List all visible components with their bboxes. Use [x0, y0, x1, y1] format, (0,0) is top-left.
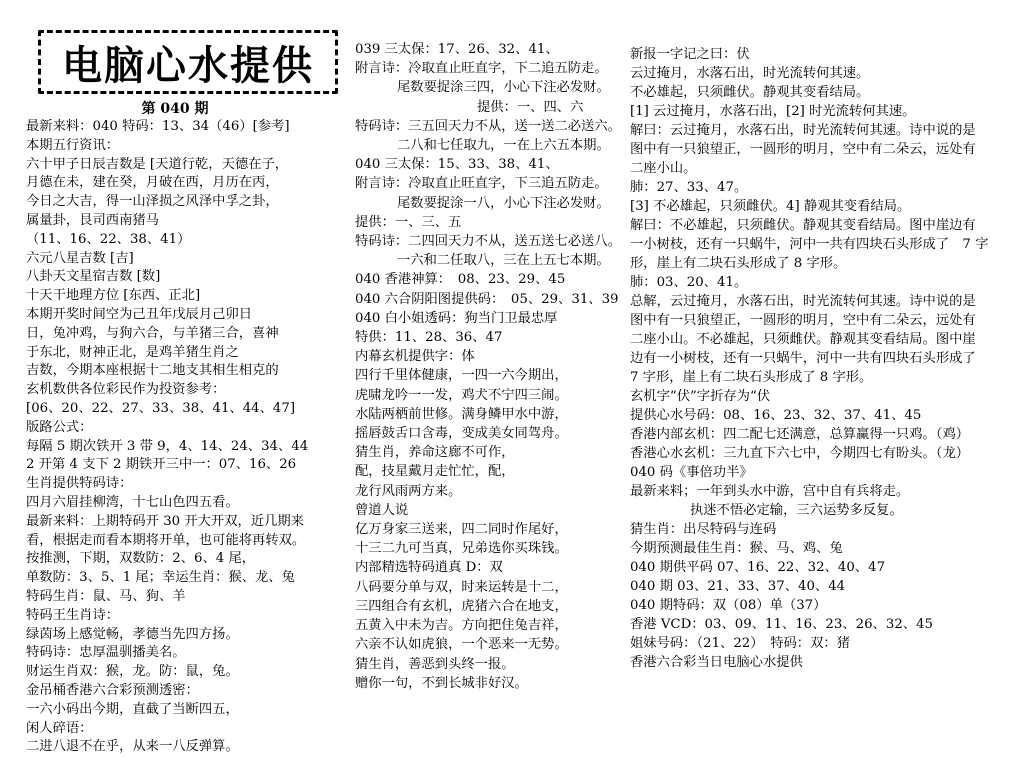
- column-right: [630, 45, 1010, 672]
- col3-line: 解曰：不必雄起，只须雌伏。静观其变看结局。图中崖边有: [630, 218, 976, 233]
- col3-line: 边有一小树枝，还有一只蜗牛，河中一共有四块石头形成了: [630, 351, 976, 366]
- col1-line: 特码王生肖诗：: [26, 607, 120, 623]
- col2-line: 特码诗：三五回天力不从，送一送二必送六。: [355, 118, 621, 134]
- col2-line: 五黄入中未为吉。方向把住兔吉祥，: [355, 618, 568, 634]
- col3-line: 040 期 03、21、33、37、40、44: [630, 579, 846, 594]
- col2-line: 039 三太保：17、26、32、41、: [355, 42, 559, 57]
- col1-line: 日，兔冲鸡，与狗六合，与羊猪三合，喜神: [26, 325, 279, 341]
- col2-line: 十三二九可当真，兄弟选你买珠钱。: [355, 541, 568, 557]
- col2-line: 八码要分单与双，时来运转是十二，: [355, 579, 568, 595]
- col2-line: 附言诗：冷取直止旺直字，下二追五防走。: [355, 61, 608, 77]
- col3-line: 040 期供平码 07、16、22、32、40、47: [630, 560, 886, 575]
- col1-line: 2 开第 4 支下 2 期铁开三中一：07、16、26: [26, 457, 297, 473]
- col2-line: 水陆两栖前世修。满身鳞甲水中游，: [355, 406, 568, 422]
- col1-line: 一六小码出今期，直截了当断四五，: [26, 701, 239, 717]
- col2-line: 一六和二任取八，三在上五七本期。: [397, 253, 610, 269]
- col3-line: 今期预测最佳生肖：猴、马、鸡、兔: [630, 541, 843, 556]
- col1-line: 十天干地理方位 [东西、正北]: [26, 288, 201, 304]
- col3-line: [3] 不必雄起，只须雌伏。4] 静观其变看结局。: [630, 199, 911, 214]
- col1-line: 按推测，下期，双数防：2、6、4 尾，: [26, 551, 256, 567]
- col3-line: 040 码《事倍功半》: [630, 465, 753, 480]
- col2-line: 曾道人说: [355, 502, 409, 518]
- col2-line: 040 香港神算： 08、23、29、45: [355, 272, 566, 288]
- col2-line: 龙行风雨两方来。: [355, 483, 462, 499]
- col3-line: 新报一字记之曰：伏: [630, 47, 750, 62]
- col1-line: [06、20、22、27、33、38、41、44、47]: [26, 400, 296, 416]
- col1-line: 绿茵场上感觉畅，孝德当先四方扬。: [26, 626, 239, 642]
- column-middle: [355, 40, 625, 693]
- col3-line: 二座小山。不必雄起，只须雌伏。静观其变看结局。图中崖: [630, 332, 976, 347]
- col1-line: 最新来料：040 特码：13、34（46）[参考]: [26, 119, 290, 134]
- col1-line: 四月六眉挂柳湾，十七山色四五看。: [26, 494, 239, 510]
- col3-line: 玄机字“伏”字折存为“伏: [630, 389, 771, 404]
- col1-line: 六元八星吉数 [吉]: [26, 250, 134, 266]
- col2-line: 尾数要捉涂三四，小心下注必发财。: [397, 80, 610, 96]
- col2-line: 内幕玄机提供字：体: [355, 349, 475, 365]
- col2-line: 特供：11、28、36、47: [355, 330, 503, 346]
- col1-line: 特码生肖：鼠、马、狗、羊: [26, 588, 186, 604]
- col1-line: 闲人碎语：: [26, 720, 93, 736]
- col2-line: 三四组合有玄机，虎猪六合在地支，: [355, 598, 568, 614]
- col1-line: 吉数，今期本座根据十二地支其相生相克的: [26, 363, 279, 379]
- col3-line: 不必雄起，只须雌伏。静观其变看结局。: [630, 85, 870, 100]
- col1-line: 属量卦，艮司西南猪马: [26, 212, 159, 228]
- col2-line: 配，技星戴月走忙忙，配，: [355, 464, 515, 480]
- col1-line: （11、16、22、38、41）: [26, 231, 191, 247]
- col1-line: 每隔 5 期次铁开 3 带 9，4、14、24、34、44: [26, 438, 309, 454]
- col2-line: 亿万身家三送来，四二同时作尾好，: [355, 522, 568, 538]
- col2-line: 四行千里体健康，一四一六今期出，: [355, 368, 568, 384]
- col3-line: 解曰：云过掩月，水落石出，时光流转何其速。诗中说的是: [630, 123, 976, 138]
- col2-line: 摇唇鼓舌口含毒，变成美女同驾舟。: [355, 426, 568, 442]
- column-left: [26, 118, 344, 757]
- col2-line: 040 六合阴阳图提供码： 05、29、31、39: [355, 291, 619, 307]
- col1-line: 最新来料：上期特码开 30 开大开双，近几期来: [26, 513, 305, 529]
- col2-line: 040 白小姐透码：狗当门卫最忠厚: [355, 310, 558, 326]
- col1-line: 看，根据走而看本期将开单，也可能将再转双。: [26, 532, 306, 548]
- col1-line: 生肖提供特码诗：: [26, 476, 133, 492]
- col2-line: 提供：一、三、五: [355, 214, 462, 230]
- col2-line: 内部精选特码逍真 D：双: [355, 560, 503, 576]
- col1-line: 本期五行资讯：: [26, 137, 120, 153]
- col3-line: 云过掩月，水落石出，时光流转何其速。: [630, 66, 870, 81]
- col1-line: 六十甲子日辰吉数是 [天道行乾，天德在子，: [26, 156, 289, 172]
- page-title: 电脑心水提供: [62, 42, 314, 89]
- col1-line: 特码诗：忠厚温驯播美名。: [26, 645, 186, 661]
- col2-line: 六亲不认如虎狼，一个恶来一无势。: [355, 637, 568, 653]
- col2-line: 040 三太保：15、33、38、41、: [355, 157, 559, 173]
- col3-line: 图中有一只狼望正，一圆形的明月，空中有二朵云，远处有: [630, 142, 976, 157]
- col3-line: 肺：03、20、41。: [630, 275, 748, 290]
- col1-line: 于东北，财神正北，是鸡羊猪生肖之: [26, 344, 239, 360]
- col2-line: 提供：一、四、六: [477, 99, 584, 115]
- col2-line: 特码诗：二四回天力不从，送五送七必送八。: [355, 234, 621, 250]
- col1-line: 本期开奖时间空为己丑年戊辰月己卯日: [26, 306, 253, 322]
- col3-line: 7 字形，崖上有二块石头形成了 8 字形。: [630, 370, 873, 385]
- col1-line: 金吊桶香港六合彩预测透密：: [26, 682, 199, 698]
- col2-line: 附言诗：冷取直止旺直字，下三追五防走。: [355, 176, 608, 192]
- col2-line: 二八和七任取九，一在上六五本期。: [397, 138, 610, 154]
- col3-line: 香港 VCD：03、09、11、16、23、26、32、45: [630, 617, 933, 632]
- col2-line: 虎啸龙吟一一发，鸡犬不宁四三闹。: [355, 387, 568, 403]
- col2-line: 尾数要捉涂一八，小心下注必发财。: [397, 195, 610, 211]
- col3-line: 040 期特码：双（08）单（37）: [630, 598, 827, 613]
- col3-line: 执迷不悟必定输，三六运势多反复。: [690, 503, 903, 518]
- col3-line: 最新来料；一年到头水中游，宫中自有兵将走。: [630, 484, 910, 499]
- col2-line: 赠你一句，不到长城非好汉。: [355, 675, 528, 691]
- col1-line: 版路公式：: [26, 419, 93, 435]
- col3-line: 香港六合彩当日电脑心水提供: [630, 655, 803, 670]
- col2-line: 猜生肖，善恶到头终一报。: [355, 656, 515, 672]
- col1-line: 单数防：3、5、1 尾；幸运生肖：猴、龙、兔: [26, 570, 295, 586]
- col3-line: 香港内部玄机：四二配七还满意，总算赢得一只鸡。（鸡）: [630, 427, 970, 442]
- col2-line: 猜生肖，养命这廊不可作，: [355, 445, 515, 461]
- title-box: [38, 30, 338, 94]
- col3-line: 一小树枝，还有一只蜗牛，河中一共有四块石头形成了 7 字: [630, 237, 989, 252]
- col3-line: 香港心水玄机：三九直下六七中，今期四七有盼头。（龙）: [630, 446, 970, 461]
- col3-line: 总解，云过掩月，水落石出，时光流转何其速。诗中说的是: [630, 294, 976, 309]
- col3-line: 二座小山。: [630, 161, 697, 176]
- issue-number: 第 040 期: [141, 101, 209, 117]
- col1-line: 财运生肖双：猴，龙。防：鼠，兔。: [26, 664, 239, 680]
- col3-line: 姐妹号码：（21、22） 特码：双：猪: [630, 636, 850, 651]
- col1-line: 今日之大吉，得一山泽损之风泽中孚之卦，: [26, 194, 279, 210]
- col1-line: 玄机数供各位彩民作为投资参考：: [26, 382, 226, 398]
- col1-line: 月德在未，建在癸，月破在西，月历在丙，: [26, 175, 279, 191]
- col1-line: 八卦天文星宿吉数 [数]: [26, 269, 161, 285]
- col3-line: 图中有一只狼望正，一圆形的明月，空中有二朵云，远处有: [630, 313, 976, 328]
- col3-line: 肺：27、33、47。: [630, 180, 748, 195]
- col1-line: 二进八退不在乎，从来一八反弹算。: [26, 739, 239, 755]
- col3-line: 形，崖上有二块石头形成了 8 字形。: [630, 256, 847, 271]
- col3-line: 提供心水号码：08、16、23、32、37、41、45: [630, 408, 922, 423]
- col3-line: 猜生肖：出尽特码与连码: [630, 522, 777, 537]
- col3-line: [1] 云过掩月，水落石出，[2] 时光流转何其速。: [630, 104, 916, 119]
